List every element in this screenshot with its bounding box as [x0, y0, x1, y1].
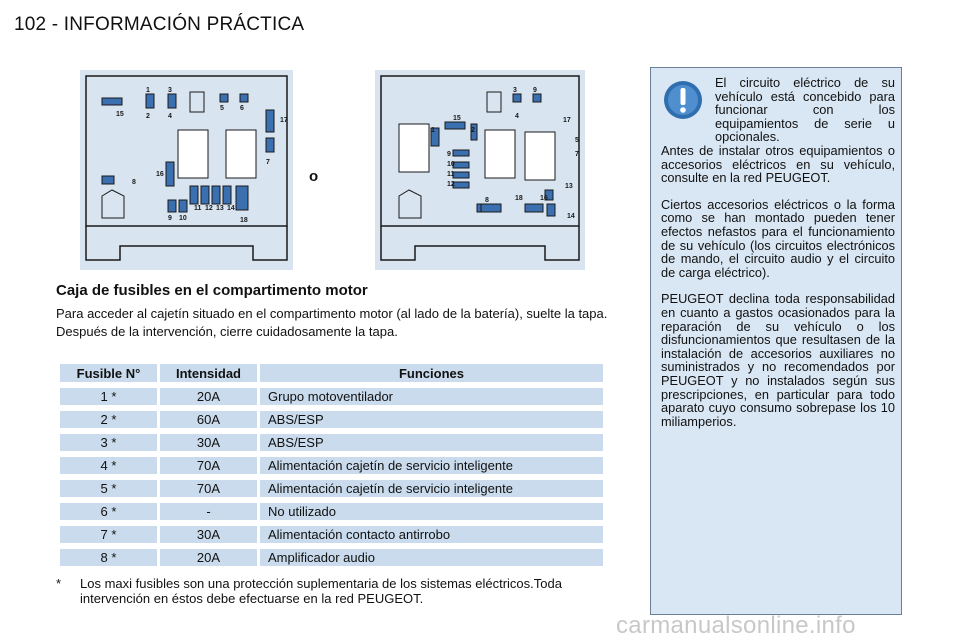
- table-row: [60, 388, 603, 405]
- table-row: [60, 526, 603, 543]
- intro-text: [56, 307, 608, 343]
- fuse-position-label: 14: [227, 205, 235, 212]
- fuse-position-label: 10: [179, 215, 187, 222]
- fuse-current: 60A: [160, 411, 257, 428]
- fuse-number: 1 *: [60, 388, 157, 405]
- table-row: [60, 480, 603, 497]
- footnote: [56, 576, 616, 606]
- table-row: [60, 457, 603, 474]
- warning-note-box: [650, 67, 902, 615]
- fuse-position-label: 3: [168, 87, 172, 94]
- fuse-number: 5 *: [60, 480, 157, 497]
- fuse-position-label: 13: [565, 183, 573, 190]
- fuse-position-label: 10: [447, 161, 455, 168]
- section-title: Caja de fusibles en el compartimento motor: [56, 282, 368, 299]
- fuse-number: 2 *: [60, 411, 157, 428]
- note-paragraph-2: Ciertos accesorios eléctricos o la forma como se han montado pueden tener efectos nefastos para el funcionamiento de su vehículo (los circuitos electrónicos de mando, el circuito audio y el circuito de carga eléctrico).: [661, 196, 895, 280]
- fuse-position-label: 8: [485, 197, 489, 204]
- fuse-position-label: 12: [205, 205, 213, 212]
- fuse-position-label: 2: [471, 127, 475, 134]
- fuse-position-label: 9: [447, 151, 451, 158]
- fuse-position-label: 1: [146, 87, 150, 94]
- fuse-position-label: 17: [563, 117, 571, 124]
- table-row: [60, 411, 603, 428]
- fuse-current: 30A: [160, 526, 257, 543]
- fuse-position-label: 9: [168, 215, 172, 222]
- fuse-position-label: 2: [146, 113, 150, 120]
- fuse-current: 20A: [160, 388, 257, 405]
- fuse-function: ABS/ESP: [260, 434, 603, 451]
- table-header-row: [60, 364, 603, 382]
- fuse-function: Grupo motoventilador: [260, 388, 603, 405]
- fuse-number: 4 *: [60, 457, 157, 474]
- fuse-position-label: 4: [168, 113, 172, 120]
- fuse-table: [57, 358, 606, 572]
- fuse-number: 7 *: [60, 526, 157, 543]
- fuse-box-left-svg: [80, 70, 293, 270]
- fuse-function: Alimentación cajetín de servicio inteligente: [260, 457, 603, 474]
- footnote-marker: *: [56, 576, 62, 591]
- fuse-position-label: 15: [116, 111, 124, 118]
- fuse-function: No utilizado: [260, 503, 603, 520]
- note-paragraph-1: Antes de instalar otros equipamientos o accesorios eléctricos en su vehículo, consulte en la red PEUGEOT.: [661, 143, 895, 186]
- fuse-position-label: 4: [515, 113, 519, 120]
- fuse-position-label: 7: [575, 151, 579, 158]
- table-row: [60, 434, 603, 451]
- note-paragraph-3: PEUGEOT declina toda responsabilidad en cuanto a gastos ocasionados para la reparación de su vehículo o los disfuncionamientos que resultasen de la instalación de accesorios auxiliares no suministrados y no recomendados por PEUGEOT y no instalados según sus prescripciones, en particular para todo aparato cuyo consumo sobrepase los 10 miliamperios.: [661, 291, 895, 429]
- fuse-position-label: 11: [194, 205, 202, 212]
- exclamation-icon: [663, 80, 703, 120]
- fuse-position-label: 12: [447, 181, 455, 188]
- fuse-position-label: 9: [533, 87, 537, 94]
- intro-paragraph-1: Para acceder al cajetín situado en el compartimento motor (al lado de la batería), suelte la tapa.: [56, 306, 608, 321]
- fuse-position-label: 16: [540, 195, 548, 202]
- fuse-current: 70A: [160, 457, 257, 474]
- header-current: Intensidad: [160, 364, 257, 382]
- fuse-position-label: 18: [240, 217, 248, 224]
- fuse-function: Alimentación contacto antirrobo: [260, 526, 603, 543]
- fuse-position-label: 1: [431, 127, 435, 134]
- header-fuse: Fusible N°: [60, 364, 157, 382]
- note-intro: El circuito eléctrico de su vehículo está concebido para funcionar con los equipamientos de serie u opcionales.: [715, 75, 895, 145]
- fuse-position-label: 8: [132, 179, 136, 186]
- header-function: Funciones: [260, 364, 603, 382]
- fuse-position-label: 6: [240, 105, 244, 112]
- fuse-function: ABS/ESP: [260, 411, 603, 428]
- fuse-function: Alimentación cajetín de servicio inteligente: [260, 480, 603, 497]
- fuse-box-diagram-left: [80, 70, 293, 270]
- fuse-box-right-svg: [375, 70, 585, 270]
- fuse-position-label: 17: [280, 117, 288, 124]
- fuse-number: 8 *: [60, 549, 157, 566]
- fuse-box-diagram-right: [375, 70, 585, 270]
- table-row: [60, 549, 603, 566]
- fuse-current: 20A: [160, 549, 257, 566]
- fuse-function: Amplificador audio: [260, 549, 603, 566]
- intro-paragraph-2: Después de la intervención, cierre cuidadosamente la tapa.: [56, 324, 398, 339]
- fuse-position-label: 15: [453, 115, 461, 122]
- watermark: carmanualsonline.info: [616, 612, 856, 639]
- fuse-current: -: [160, 503, 257, 520]
- fuse-position-label: 7: [266, 159, 270, 166]
- fuse-position-label: 5: [220, 105, 224, 112]
- fuse-number: 3 *: [60, 434, 157, 451]
- fuse-position-label: 14: [567, 213, 575, 220]
- fuse-position-label: 16: [156, 171, 164, 178]
- fuse-position-label: 3: [513, 87, 517, 94]
- fuse-position-label: 18: [515, 195, 523, 202]
- or-label: o: [309, 168, 319, 185]
- fuse-position-label: 5: [575, 137, 579, 144]
- fuse-number: 6 *: [60, 503, 157, 520]
- table-row: [60, 503, 603, 520]
- footnote-text: Los maxi fusibles son una protección suplementaria de los sistemas eléctricos.Toda intervención en éstos debe efectuarse en la red PEUGEOT.: [80, 576, 562, 606]
- fuse-current: 30A: [160, 434, 257, 451]
- fuse-current: 70A: [160, 480, 257, 497]
- fuse-position-label: 11: [447, 171, 455, 178]
- note-body: [661, 144, 895, 441]
- page-header: 102 - INFORMACIÓN PRÁCTICA: [14, 14, 305, 35]
- fuse-position-label: 13: [216, 205, 224, 212]
